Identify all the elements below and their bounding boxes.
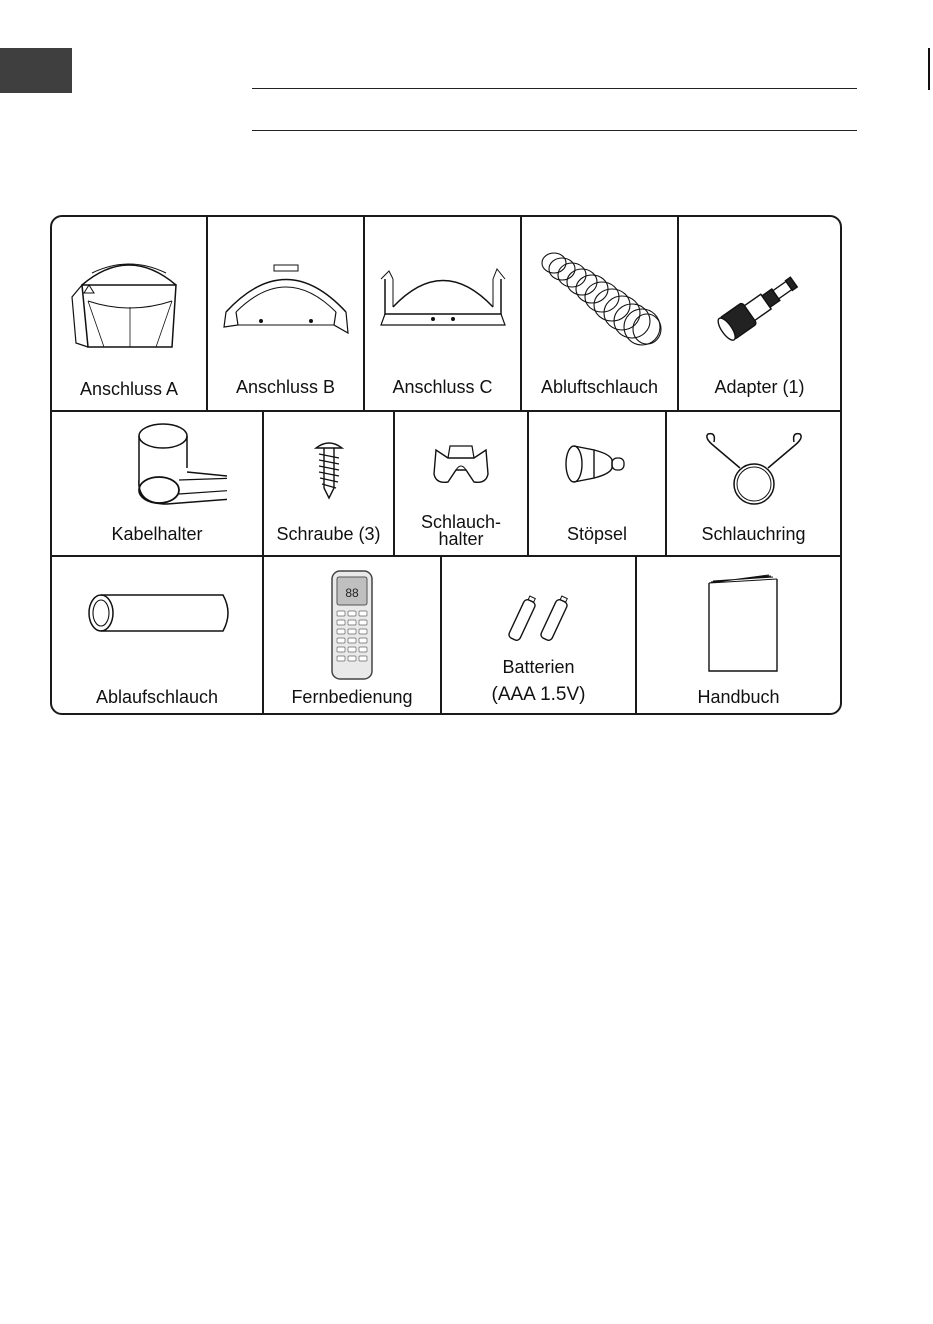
header-rule-bottom [252, 130, 857, 131]
part-label: Ablaufschlauch [95, 687, 219, 707]
part-handbuch [637, 557, 840, 713]
manual-icon [699, 573, 779, 673]
part-label: Stöpsel [566, 524, 628, 544]
svg-text:88: 88 [345, 586, 359, 600]
part-adapter [679, 217, 840, 410]
part-label: Handbuch [697, 687, 780, 707]
part-label: Adapter (1) [714, 377, 805, 397]
hose-ring-icon [694, 432, 814, 512]
drain-hose-icon [77, 591, 237, 635]
part-anschluss-b [208, 217, 365, 410]
screw-icon [314, 440, 344, 500]
part-label-line-2: (AAA 1.5V) [491, 684, 586, 705]
part-anschluss-a [52, 217, 208, 410]
part-schlauchhalter [395, 412, 529, 555]
part-label: Abluftschlauch [540, 377, 659, 397]
exhaust-hose-icon [532, 245, 667, 350]
adapter-icon [710, 267, 810, 342]
cable-holder-icon [87, 418, 227, 508]
part-anschluss-c [365, 217, 522, 410]
hose-holder-icon [426, 440, 496, 490]
part-kabelhalter [52, 412, 264, 555]
connector-c-icon [373, 259, 513, 334]
parts-row-1 [52, 217, 840, 412]
chapter-tab [0, 48, 72, 93]
part-schraube [264, 412, 395, 555]
part-stoepsel [529, 412, 667, 555]
part-label: Anschluss C [392, 377, 493, 397]
part-label: Schlauchring [701, 524, 806, 544]
part-label-line-2: halter [438, 529, 484, 549]
part-fernbedienung [264, 557, 442, 713]
remote-control-icon [330, 569, 374, 681]
connector-a-icon [64, 245, 194, 350]
connector-b-icon [216, 257, 356, 347]
part-label: Anschluss B [235, 377, 336, 397]
part-abluftschlauch [522, 217, 679, 410]
part-label: Anschluss A [79, 379, 179, 399]
header-rule-top [252, 88, 857, 89]
part-label: Schraube (3) [276, 524, 381, 544]
parts-row-2 [52, 412, 840, 557]
parts-table [50, 215, 842, 715]
part-schlauchring [667, 412, 840, 555]
part-batterien [442, 557, 637, 713]
part-label: Fernbedienung [291, 687, 413, 707]
part-label-line-1: Batterien [502, 657, 575, 677]
part-label-line-1: Schlauch- [420, 512, 502, 532]
batteries-icon [504, 595, 574, 645]
plug-icon [562, 442, 632, 492]
part-label: Kabelhalter [111, 524, 203, 544]
edge-mark [928, 48, 930, 90]
part-ablaufschlauch [52, 557, 264, 713]
parts-row-3 [52, 557, 840, 713]
